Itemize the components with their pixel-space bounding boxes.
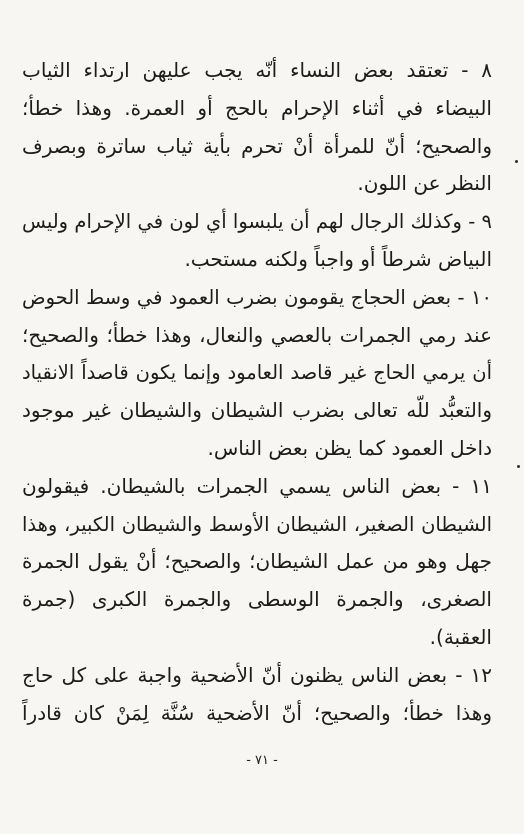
paragraph-10 (22, 279, 492, 468)
text-line: ٨ - تعتقد بعض النساء أنّه يجب عليهن ارتداء الثياب (22, 58, 492, 82)
text-line: النظر عن اللون. (357, 171, 492, 196)
text-line: والصحيح؛ أنّ للمرأة أنْ تحرم بأية ثياب ساترة وبصرف (22, 133, 492, 158)
text-line: الصغرى، والجمرة الوسطى والجمرة الكبرى (جمرة (22, 587, 492, 612)
text-line: ١١ - بعض الناس يسمي الجمرات بالشيطان. فيقولون (22, 473, 492, 498)
text-line: وهذا خطأ؛ والصحيح؛ أنّ الأضحية سُنَّة لِمَنْ كان قادراً (22, 700, 492, 725)
text-line: عند رمي الجمرات بالعصي والنعال، وهذا خطأ؛ والصحيح؛ (22, 322, 492, 347)
scan-speck (515, 160, 518, 163)
paragraph-12 (22, 657, 492, 733)
page-number: - ٧١ - (246, 753, 278, 768)
paragraph-9 (22, 203, 492, 279)
text-line: داخل العمود كما يظن بعض الناس. (207, 435, 492, 460)
text-line: ٩ - وكذلك الرجال لهم أن يلبسوا أي لون في الإحرام وليس (22, 210, 492, 234)
text-line: العقبة). (429, 624, 492, 649)
paragraph-8 (22, 52, 492, 203)
text-line: ١٠ - بعض الحجاج يقومون بضرب العمود في وسط الحوض (22, 285, 492, 309)
page-body (22, 52, 492, 732)
text-line: البيضاء في أثناء الإحرام بالحج أو العمرة. وهذا خطأ؛ (22, 95, 492, 120)
text-line: ١٢ - بعض الناس يظنون أنّ الأضحية واجبة على كل حاج (22, 662, 492, 687)
text-line: والتعبُّد للّه تعالى بضرب الشيطان والشيطان غير موجود (22, 398, 492, 423)
scan-speck (517, 465, 520, 468)
text-line: أن يرمي الحاج غير قاصد العامود وإنما يكون قاصداً الانقياد (22, 361, 492, 385)
text-line: البياض شرطاً أو واجباً ولكنه مستحب. (184, 246, 492, 271)
text-line: جهل وهو من عمل الشيطان؛ والصحيح؛ أنْ يقول الجمرة (22, 549, 492, 574)
paragraph-11 (22, 468, 492, 657)
text-line: الشيطان الصغير، الشيطان الأوسط والشيطان الكبير، وهذا (22, 512, 492, 536)
